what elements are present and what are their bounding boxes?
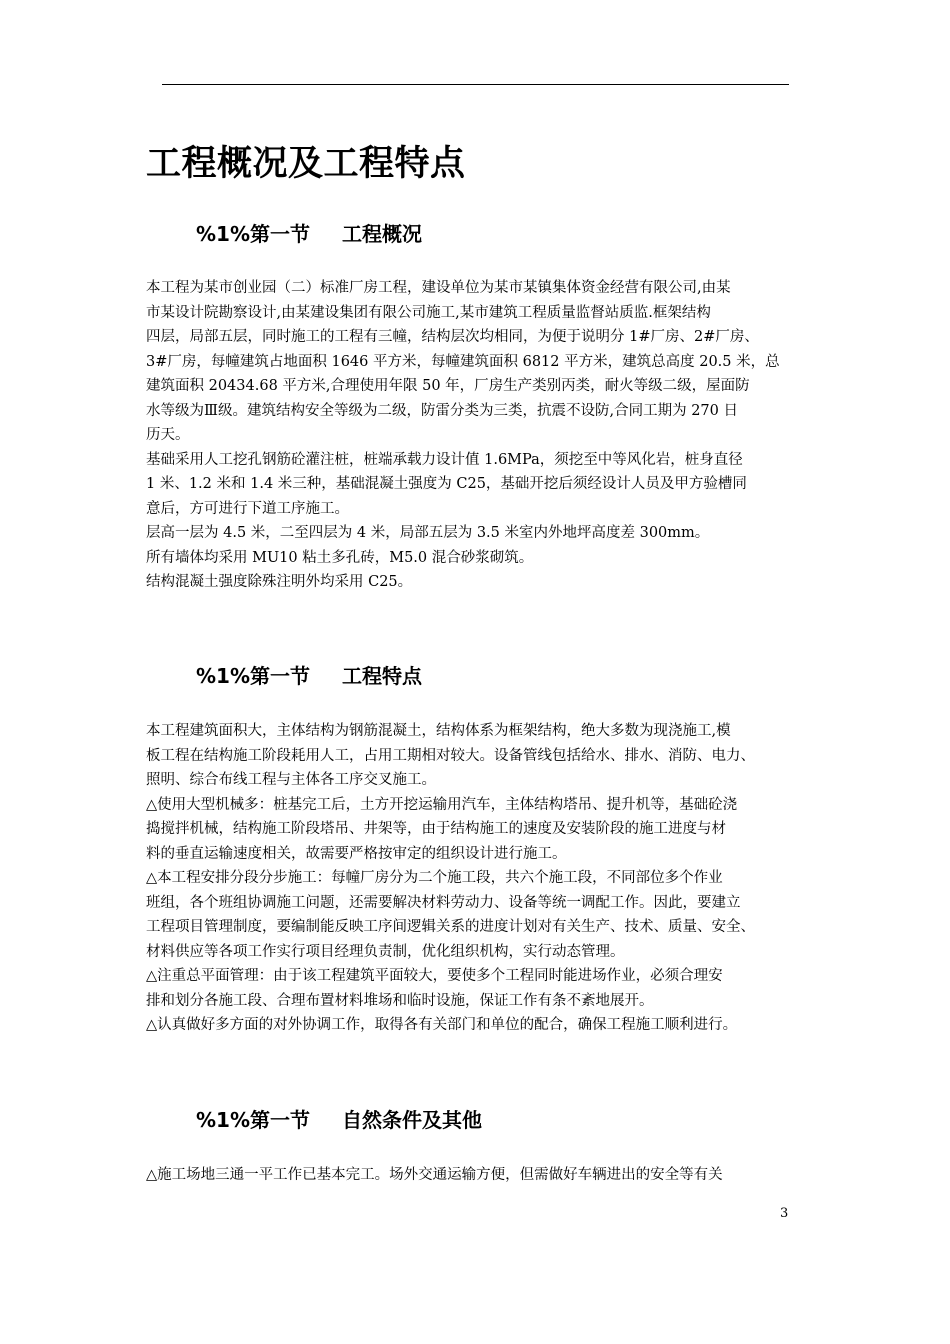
paragraph-line: △认真做好多方面的对外协调工作，取得各有关部门和单位的配合，确保工程施工顺利进行。 [146,1017,738,1033]
paragraph-line: 排和划分各施工段、合理布置材料堆场和临时设施，保证工作有条不紊地展开。 [146,992,654,1009]
paragraph-line: 意后，方可进行下道工序施工。 [146,500,349,517]
section-title: 工程概况 [342,222,422,246]
paragraph-line: 所有墙体均采用 MU10 粘土多孔砖，M5.0 混合砂浆砌筑。 [146,549,534,566]
section-number: %1%第一节 [196,664,310,688]
paragraph-line: 料的垂直运输速度相关，故需要严格按审定的组织设计进行施工。 [146,845,567,862]
paragraph-line: 水等级为Ⅲ级。建筑结构安全等级为二级，防雷分类为三类，抗震不设防,合同工期为 270 日 [146,402,738,419]
paragraph-line: 捣搅拌机械，结构施工阶段塔吊、井架等，由于结构施工的速度及安装阶段的施工进度与材 [146,821,726,837]
section-title: 工程特点 [342,664,422,688]
paragraph-line: 本工程建筑面积大，主体结构为钢筋混凝土，结构体系为框架结构，绝大多数为现浇施工,模 [146,723,731,739]
section-body-conditions [146,1163,826,1188]
paragraph-line: △施工场地三通一平工作已基本完工。场外交通运输方便，但需做好车辆进出的安全等有关 [146,1167,723,1183]
paragraph-line: 层高一层为 4.5 米，二至四层为 4 米，局部五层为 3.5 米室内外地坪高度差 300mm。 [146,525,710,541]
section-title: 自然条件及其他 [342,1108,482,1132]
paragraph-line: △使用大型机械多：桩基完工后，土方开挖运输用汽车，主体结构塔吊、提升机等，基础砼浇 [146,796,738,813]
section-heading-overview [196,218,422,247]
paragraph-line: 1 米、1.2 米和 1.4 米三种，基础混凝土强度为 C25，基础开挖后须经设计人员及甲方验槽同 [146,476,747,492]
paragraph-line: 照明、综合布线工程与主体各工序交叉施工。 [146,772,436,788]
paragraph-line: 建筑面积 20434.68 平方米,合理使用年限 50 年，厂房生产类别丙类，耐火等级二级，屋面防 [146,378,750,394]
paragraph-line: 材料供应等各项工作实行项目经理负责制，优化组织机构，实行动态管理。 [146,943,625,960]
header-rule [162,84,789,85]
section-number: %1%第一节 [196,222,310,246]
paragraph-line: 工程项目管理制度，要编制能反映工序间逻辑关系的进度计划对有关生产、技术、质量、安全、 [146,919,755,935]
page-title: 工程概况及工程特点 [146,144,466,184]
paragraph-line: 基础采用人工挖孔钢筋砼灌注桩，桩端承载力设计值 1.6MPa，须挖至中等风化岩，桩身直径 [146,451,743,468]
paragraph-line: 历天。 [146,427,190,443]
section-body-features [146,719,826,1038]
paragraph-line: 市某设计院勘察设计,由某建设集团有限公司施工,某市建筑工程质量监督站质监.框架结构 [146,304,711,321]
paragraph-line: △本工程安排分段分步施工：每幢厂房分为二个施工段，共六个施工段，不同部位多个作业 [146,870,723,886]
paragraph-line: 本工程为某市创业园（二）标准厂房工程，建设单位为某市某镇集体资金经营有限公司,由某 [146,280,731,296]
section-body-overview [146,276,826,595]
paragraph-line: 板工程在结构施工阶段耗用人工，占用工期相对较大。设备管线包括给水、排水、消防、电力、 [146,747,755,764]
paragraph-line: △注重总平面管理：由于该工程建筑平面较大，要使多个工程同时能进场作业，必须合理安 [146,968,723,984]
paragraph-line: 四层，局部五层，同时施工的工程有三幢，结构层次均相同，为便于说明分 1#厂房、2#厂房、 [146,329,759,345]
section-number: %1%第一节 [196,1108,310,1132]
section-heading-features [196,660,422,689]
paragraph-line: 结构混凝土强度除殊注明外均采用 C25。 [146,574,413,590]
section-heading-conditions [196,1104,482,1133]
page-number: 3 [780,1206,789,1221]
paragraph-line: 3#厂房，每幢建筑占地面积 1646 平方米，每幢建筑面积 6812 平方米，建筑总高度 20.5 米，总 [146,353,780,370]
paragraph-line: 班组，各个班组协调施工问题，还需要解决材料劳动力、设备等统一调配工作。因此，要建立 [146,894,741,911]
